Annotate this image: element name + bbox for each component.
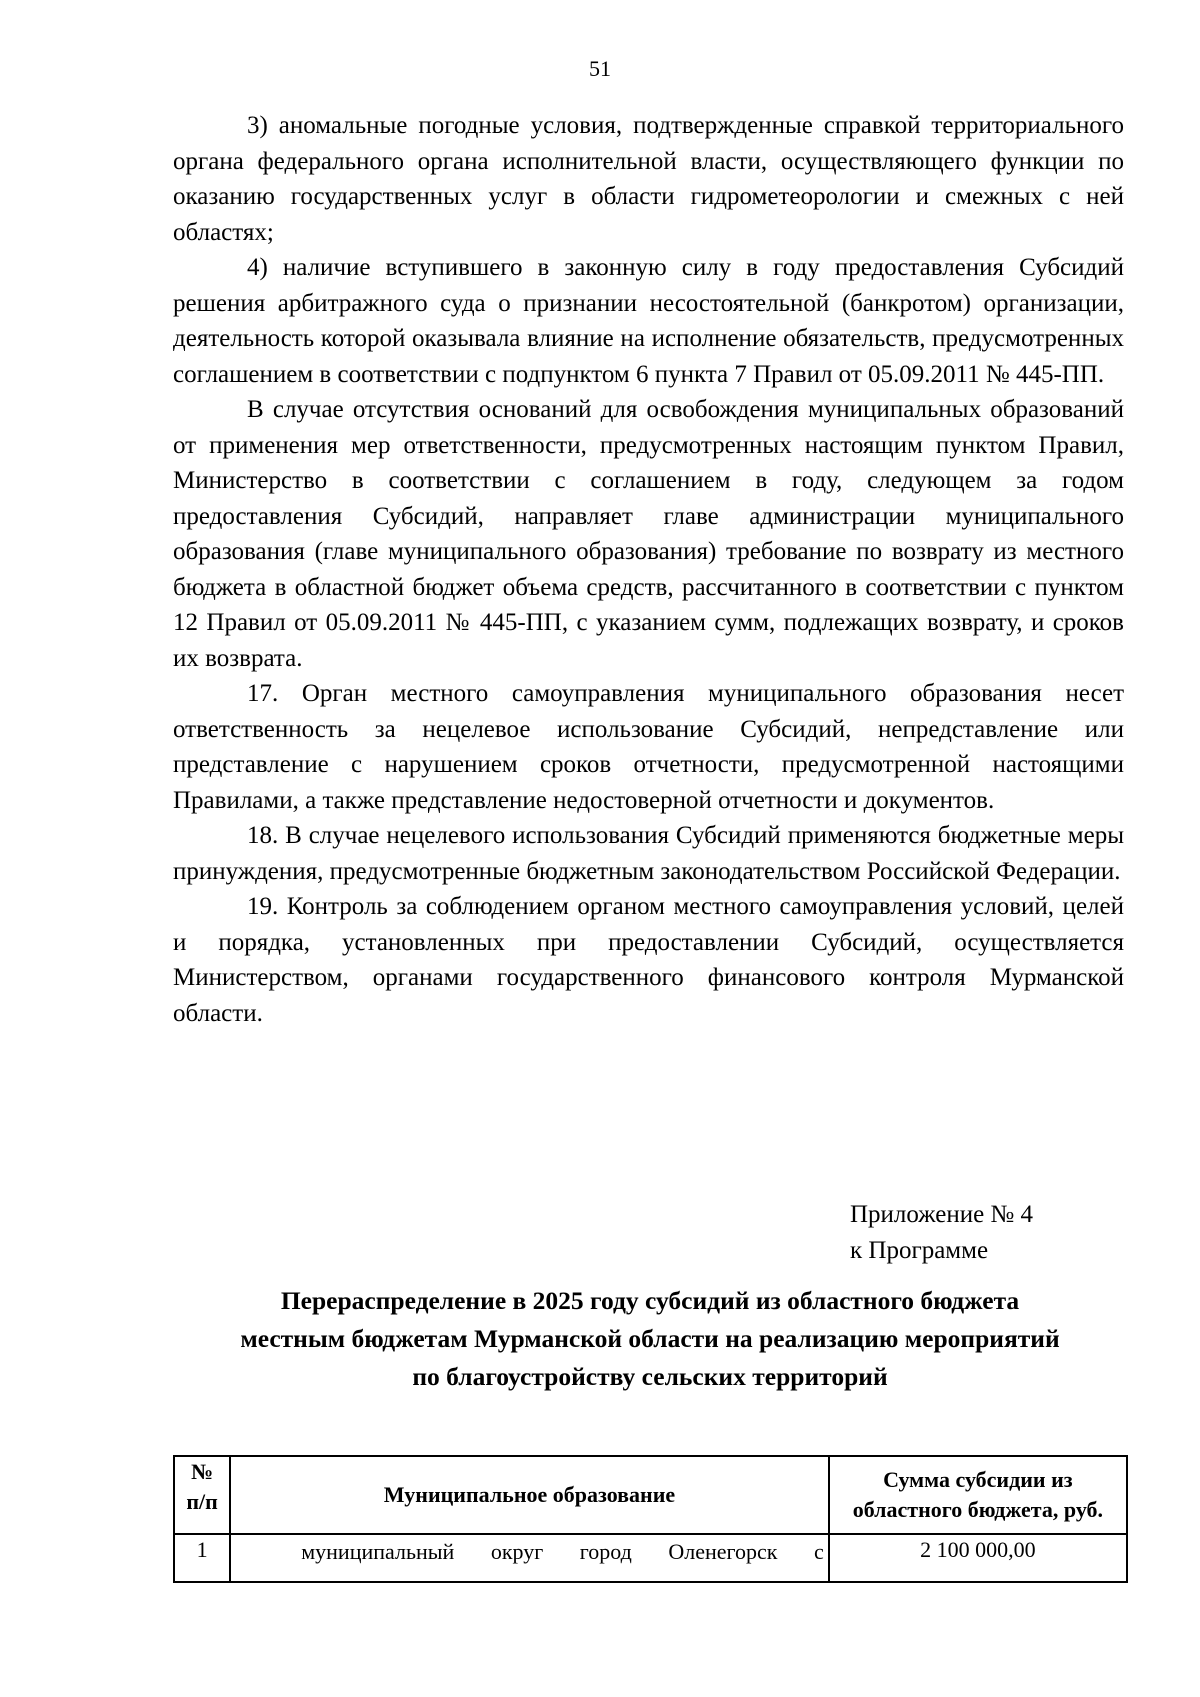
title-line-2: местным бюджетам Мурманской области на реализацию мероприятий [240,1324,1060,1353]
subsidy-table [173,1455,1128,1583]
paragraph-18: 18. В случае нецелевого использования Субсидий применяются бюджетные меры принуждения, предусмотренные бюджетным законодательством Российской Федерации. [173,822,1124,885]
header-sum-line-1: Сумма субсидии из [883,1467,1073,1492]
body-text [173,108,1124,1031]
table-row [174,1534,1127,1582]
row-number: 1 [174,1534,230,1582]
document-title [120,1282,1180,1396]
header-municipality: Муниципальное образование [230,1456,829,1534]
header-sum-line-2: областного бюджета, руб. [852,1497,1104,1522]
header-subsidy-sum [829,1456,1127,1534]
title-line-3: по благоустройству сельских территорий [412,1362,888,1391]
paragraph-refund-requirement: В случае отсутствия оснований для освобождения муниципальных образований от применения мер ответственности, предусмотренных настоящим пунктом Правил, Министерство в соответствии с соглашением в году, следующем за годом предоставления Субсидий, направляет главе администрации муниципального образования (главе муниципального образования) требование по возврату из местного бюджета в областной бюджет объема средств, рассчитанного в соответствии с пунктом 12 Правил от 05.09.2011 № 445-ПП, с указанием сумм, подлежащих возврату, и сроков их возврата. [173,396,1124,672]
appendix-label [850,1197,1033,1269]
appendix-reference: к Программе [850,1237,989,1264]
row-subsidy-sum: 2 100 000,00 [829,1534,1127,1582]
title-line-1: Перераспределение в 2025 году субсидий из областного бюджета [280,1286,1020,1315]
header-number [174,1456,230,1534]
header-number-label: п/п [186,1489,218,1514]
paragraph-item-4: 4) наличие вступившего в законную силу в году предоставления Субсидий решения арбитражного суда о признании несостоятельной (банкротом) организации, деятельность которой оказывала влияние на исполнение обязательств, предусмотренных соглашением в соответствии с подпунктом 6 пункта 7 Правил от 05.09.2011 № 445-ПП. [173,254,1124,388]
paragraph-17: 17. Орган местного самоуправления муниципального образования несет ответственность за нецелевое использование Субсидий, непредставление или представление с нарушением сроков отчетности, предусмотренной настоящими Правилами, а также представление недостоверной отчетности и документов. [173,680,1124,814]
paragraph-19: 19. Контроль за соблюдением органом местного самоуправления условий, целей и порядка, установленных при предоставлении Субсидий, осуществляется Министерством, органами государственного финансового контроля Мурманской области. [173,893,1124,1027]
paragraph-item-3: 3) аномальные погодные условия, подтвержденные справкой территориального органа федерального органа исполнительной власти, осуществляющего функции по оказанию государственных услуг в области гидрометеорологии и смежных с ней областях; [173,112,1124,246]
header-number-sign: № [191,1459,214,1484]
row-municipality: муниципальный округ город Оленегорск с [230,1534,829,1582]
page-number: 51 [589,56,611,81]
table-header-row [174,1456,1127,1534]
appendix-number: Приложение № 4 [850,1201,1034,1228]
